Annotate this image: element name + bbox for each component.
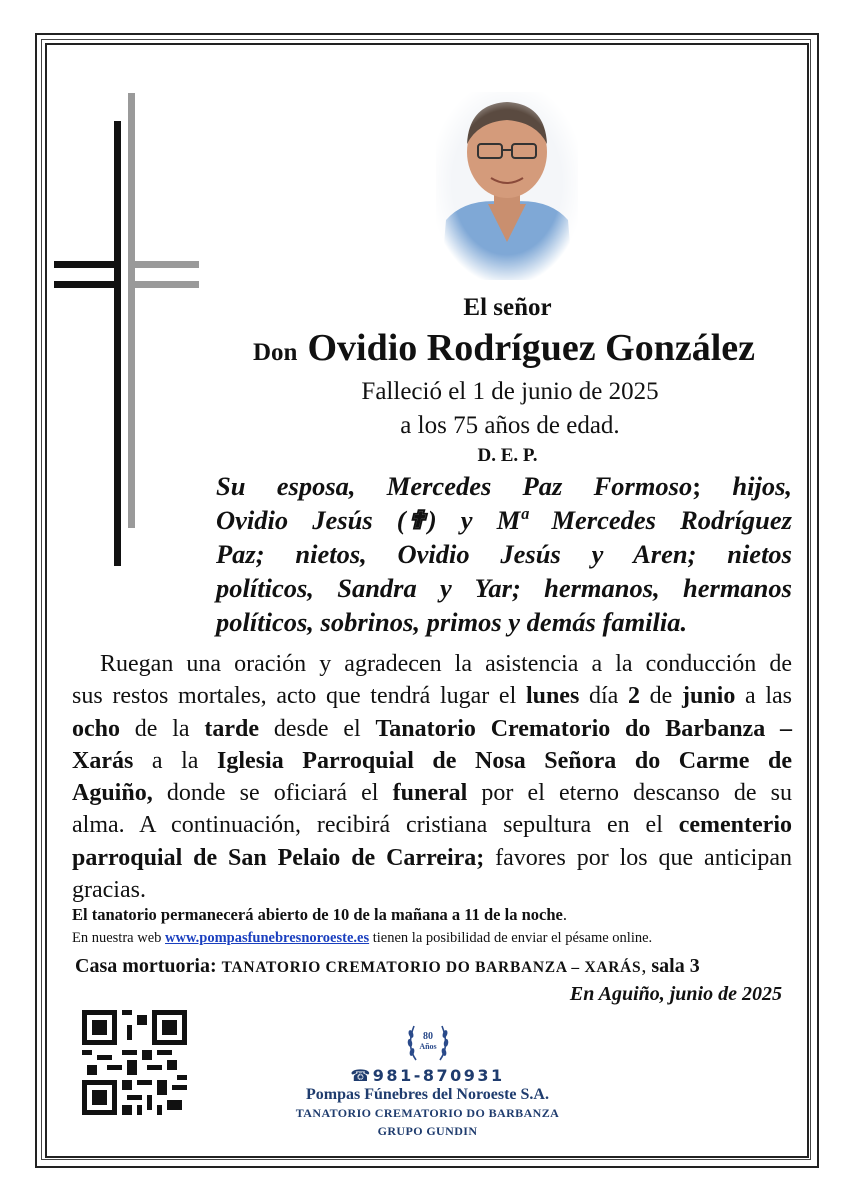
family-line: Paz; nietos, Ovidio Jesús y Aren; nietos: [216, 539, 792, 569]
paragraph-text: donde se oficiará el: [152, 780, 393, 807]
family-line: [216, 469, 792, 503]
deceased-name: Ovidio Rodríguez González: [307, 327, 755, 369]
funeral-home-place: TANATORIO CREMATORIO DO BARBANZA – XARÁS: [221, 959, 642, 976]
paragraph-text: Tanatorio Crematorio do Barbanza –: [375, 715, 793, 742]
paragraph-text: lunes: [525, 683, 580, 710]
paragraph-line: [72, 680, 792, 712]
paragraph-text: alma. A continuación, recibirá cristiana sepultura en el: [72, 812, 679, 839]
funeral-home-label: Casa mortuoria:: [75, 955, 217, 977]
honorific: Don: [253, 339, 298, 366]
paragraph-text: desde el: [259, 715, 376, 742]
paragraph-text: Iglesia Parroquial de Nosa Señora do Carme de: [217, 747, 792, 774]
paragraph-text: cementerio: [678, 812, 792, 839]
family-text: ;: [692, 471, 702, 501]
company-group: GRUPO GUNDIN: [377, 1124, 478, 1138]
web-note: [72, 930, 652, 947]
paragraph-line: [72, 809, 792, 841]
web-note-text: En nuestra web: [72, 930, 166, 946]
family-line: políticos, sobrinos, primos y demás familia.: [216, 607, 688, 637]
paragraph-text: ocho: [72, 715, 120, 742]
badge-label: Años: [419, 1042, 437, 1051]
paragraph-text: Aguiño,: [72, 780, 153, 807]
paragraph-text: favores por los que anticipan: [484, 844, 792, 871]
rip-label: D. E. P.: [477, 445, 538, 466]
paragraph-line: Ruegan una oración y agradecen la asistencia a la conducción de: [100, 651, 792, 677]
deceased-name-line: [214, 326, 794, 370]
opening-hours: [72, 905, 567, 925]
opening-hours-text: .: [562, 905, 567, 924]
paragraph-text: de la: [120, 715, 205, 742]
age: a los 75 años de edad.: [400, 412, 620, 439]
web-note-text: tienen la posibilidad de enviar el pésame online.: [369, 930, 653, 946]
paragraph-text: 2: [627, 683, 640, 710]
badge-number: 80: [423, 1031, 433, 1042]
deceased-portrait: [436, 92, 578, 280]
family-list: [216, 469, 792, 639]
paragraph-line: [72, 745, 792, 777]
paragraph-line: gracias.: [72, 877, 146, 904]
cross-icon: [54, 93, 199, 568]
phone-number[interactable]: 981-870931: [372, 1066, 505, 1085]
paragraph-text: de: [639, 683, 682, 710]
company-name: Pompas Fúnebres del Noroeste S.A.: [306, 1086, 549, 1103]
funeral-home-room: sala 3: [646, 955, 700, 977]
anniversary-badge-icon: [402, 1016, 454, 1066]
place-date: En Aguiño, junio de 2025: [569, 983, 782, 1005]
paragraph-text: junio: [681, 683, 736, 710]
family-line: políticos, Sandra y Yar; hermanos, hermanos: [216, 573, 792, 603]
paragraph-text: funeral: [392, 780, 468, 807]
website-link[interactable]: www.pompasfunebresnoroeste.es: [165, 930, 370, 946]
paragraph-text: parroquial de San Pelaio de Carreira;: [72, 844, 485, 871]
ceremony-paragraph: [72, 648, 792, 906]
paragraph-text: Xarás: [72, 747, 134, 774]
paragraph-text: sus restos mortales, acto que tendrá lugar el: [72, 683, 526, 710]
paragraph-text: tarde: [204, 715, 260, 742]
paragraph-text: por el eterno descanso de su: [467, 780, 793, 807]
phone-line: [250, 1066, 605, 1085]
paragraph-text: a las: [735, 683, 793, 710]
title-prefix: El señor: [463, 294, 552, 321]
funeral-home-sep: ,: [641, 955, 647, 977]
phone-icon: ☎: [350, 1066, 373, 1085]
family-text: hijos,: [701, 471, 793, 501]
paragraph-text: día: [579, 683, 628, 710]
death-date: Falleció el 1 de junio de 2025: [361, 378, 659, 405]
funeral-home-line: [75, 955, 700, 978]
company-subtitle: TANATORIO CREMATORIO DO BARBANZA: [295, 1106, 560, 1120]
family-text: Su esposa, Mercedes Paz Formoso: [216, 471, 693, 501]
paragraph-line: [72, 713, 792, 745]
qr-code[interactable]: [82, 1010, 187, 1115]
opening-hours-text: El tanatorio permanecerá abierto de 10 de la mañana a 11 de la noche: [72, 905, 563, 924]
family-line: Ovidio Jesús (✟) y Mª Mercedes Rodríguez: [216, 505, 792, 535]
paragraph-line: [72, 777, 792, 809]
paragraph-line: [72, 842, 792, 874]
paragraph-text: a la: [133, 747, 218, 774]
